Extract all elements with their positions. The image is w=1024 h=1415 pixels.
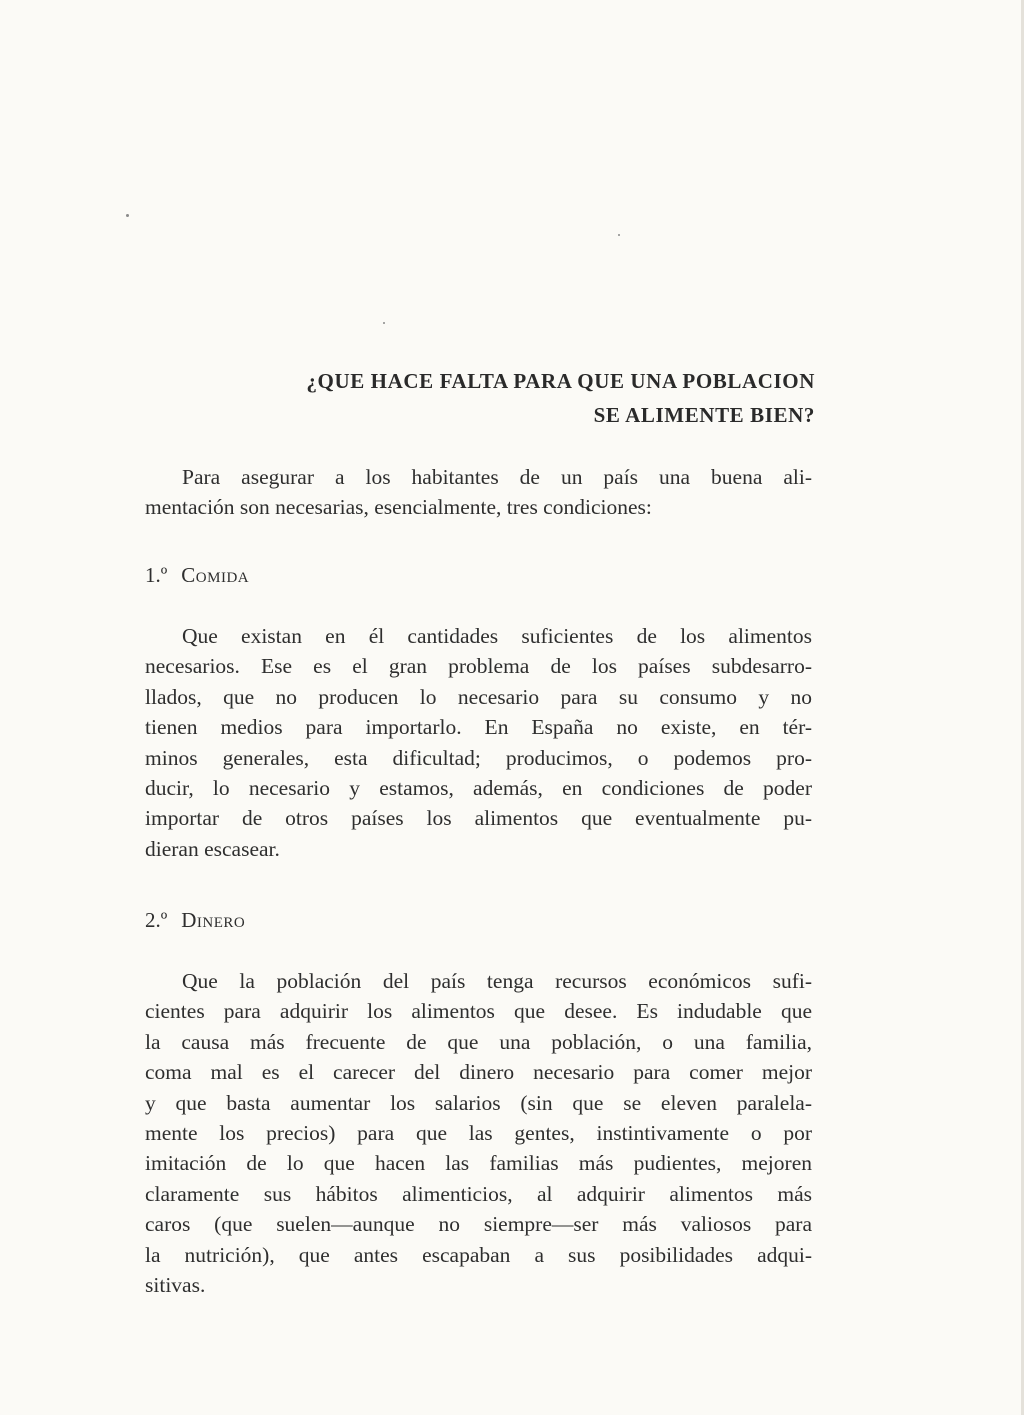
section-heading-comida [145, 560, 249, 590]
intro-paragraph [145, 462, 812, 523]
section-paragraph-comida [145, 621, 812, 864]
text-line: importar de otros países los alimentos que eventualmente pu- [145, 806, 812, 831]
text-line: Que existan en él cantidades suficientes de los alimentos [182, 624, 812, 648]
text-line: Para asegurar a los habitantes de un país una buena ali- [182, 465, 812, 489]
text-line: llados, que no producen lo necesario para su consumo y no [145, 684, 812, 709]
text-line: cientes para adquirir los alimentos que desee. Es indudable que [145, 999, 812, 1024]
section-heading-dinero [145, 905, 245, 935]
text-line: imitación de lo que hacen las familias más pudientes, mejoren [145, 1151, 812, 1176]
section-name: Comida [181, 563, 250, 587]
text-line: la nutrición), que antes escapaban a sus posibilidades adqui- [145, 1242, 812, 1267]
text-line: caros (que suelen—aunque no siempre—ser más valiosos para [145, 1212, 812, 1237]
scan-speck [126, 214, 129, 217]
text-line: mentación son necesarias, esencialmente, tres condiciones: [145, 495, 652, 520]
section-name: Dinero [181, 908, 246, 932]
scan-speck [618, 234, 620, 236]
text-line: dieran escasear. [145, 836, 280, 861]
page-title [160, 364, 815, 432]
text-line: tienen medios para importarlo. En España no existe, en tér- [145, 715, 812, 740]
section-number: 1.º [145, 563, 168, 587]
text-line: mente los precios) para que las gentes, instintivamente o por [145, 1121, 812, 1146]
text-line: necesarios. Ese es el gran problema de los países subdesarro- [145, 654, 812, 679]
text-line: coma mal es el carecer del dinero necesario para comer mejor [145, 1060, 812, 1085]
page-title-line: ¿QUE HACE FALTA PARA QUE UNA POBLACION [306, 369, 815, 393]
page-title-line: SE ALIMENTE BIEN? [593, 403, 815, 427]
text-line: ducir, lo necesario y estamos, además, en condiciones de poder [145, 776, 812, 801]
text-line: sitivas. [145, 1273, 206, 1298]
text-line: y que basta aumentar los salarios (sin que se eleven paralela- [145, 1090, 812, 1115]
section-paragraph-dinero [145, 966, 812, 1300]
section-number: 2.º [145, 908, 168, 932]
text-line: la causa más frecuente de que una población, o una familia, [145, 1029, 812, 1054]
text-line: claramente sus hábitos alimenticios, al adquirir alimentos más [145, 1181, 812, 1206]
text-line: Que la población del país tenga recursos económicos sufi- [182, 969, 812, 993]
text-line: minos generales, esta dificultad; producimos, o podemos pro- [145, 745, 812, 770]
scan-speck [383, 322, 385, 324]
